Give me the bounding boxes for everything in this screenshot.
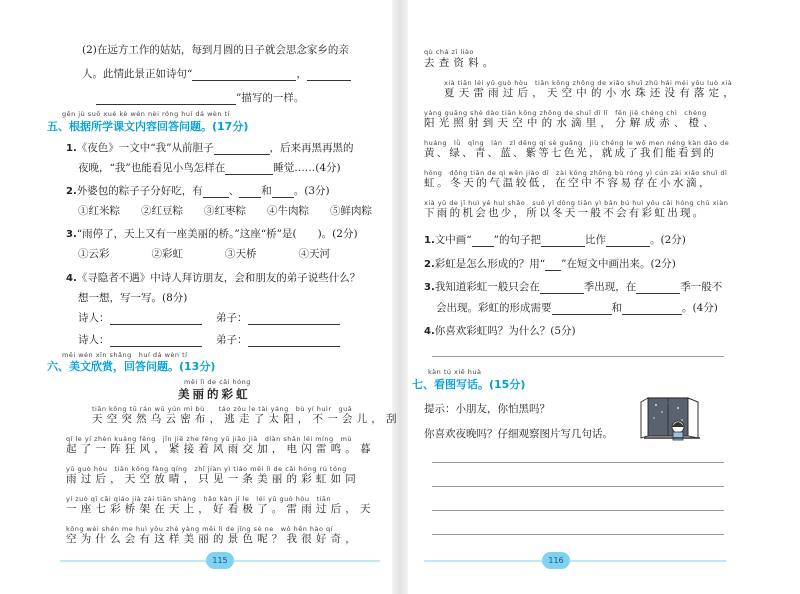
answer-line[interactable]	[432, 356, 724, 357]
q2-line3	[96, 92, 304, 105]
answer-blank[interactable]	[96, 93, 236, 105]
question-number: 4.	[424, 326, 435, 337]
sec5-q2-line	[66, 185, 330, 198]
page-number-right: 116	[542, 552, 570, 569]
sec6-pinyin: měi wén xīn shǎng huí dá wèn tí	[62, 351, 188, 359]
sec5-q2-options: ①红米粽 ②红豆粽 ③红枣粽 ④牛肉粽 ⑤鲜肉粽	[78, 205, 372, 217]
disciple-label: 弟子：	[216, 312, 248, 324]
sec7-title: 七、看图写话。(15分)	[412, 378, 526, 391]
page-footer-bar	[234, 560, 380, 562]
sec5-q4-line1	[66, 272, 360, 285]
writing-line-3[interactable]	[432, 510, 724, 511]
sec7-pinyin: kàn tú xiě huà	[428, 368, 482, 376]
q2-line2	[82, 68, 351, 81]
rq3-text: 季出现，在	[583, 281, 637, 293]
answer-blank[interactable]	[636, 282, 680, 294]
sec5-q4-line2: 想一想，写一写。(8分)	[78, 292, 188, 304]
page-footer-bar	[424, 560, 542, 562]
top-text: 去查资料。	[424, 57, 498, 69]
answer-blank[interactable]	[192, 69, 296, 81]
rq3-text: 季一般不	[680, 281, 723, 293]
child-at-night-window-illustration	[640, 396, 704, 442]
writing-line-2[interactable]	[432, 486, 724, 487]
answer-blank[interactable]	[307, 69, 351, 81]
q1-text: 夜晚，“我”也能看见小鸟怎样在	[78, 162, 226, 174]
answer-blank[interactable]	[203, 186, 229, 198]
question-number: 3.	[66, 229, 77, 240]
rq3-text: 会出现。彩虹的形成需要	[436, 302, 552, 314]
question-number: 2.	[66, 186, 77, 197]
passage-line-4: 一座七彩桥架在天上，好看极了。雷雨过后，天	[66, 503, 375, 515]
answer-blank[interactable]	[248, 335, 340, 347]
poet-label: 诗人：	[78, 312, 110, 324]
right-pinyin-1: xià tiān léi yǔ guò hòu tiān kōng zhōng de xiǎo shuǐ zhū hái méi yǒu luò xià	[444, 79, 733, 87]
question-number: 2.	[424, 259, 435, 270]
answer-blank[interactable]	[272, 186, 294, 198]
right-pinyin-5: xià yǔ de jī huì yě huì shǎo suǒ yǐ dōng tiān yì bān bú huì yǒu cǎi hóng chū xiàn	[424, 199, 729, 207]
sec5-q1-line2	[78, 162, 341, 175]
poet-row-1	[78, 312, 202, 325]
disciple-row-1	[216, 312, 340, 325]
rq3-text: 我知道彩虹一般只会在	[434, 281, 540, 293]
rq1-text: ”的句子把	[493, 234, 542, 246]
right-q2	[424, 258, 676, 271]
question-number: 1.	[66, 143, 77, 154]
sec5-q3-line	[66, 228, 358, 241]
q3-text: “雨停了，天上又有一座美丽的桥。”这座“桥”是( )。(2分)	[76, 228, 358, 240]
passage-pinyin-1: tiān kōng tū rán wū yún mì bù táo zǒu le tài yáng bù yí huìr guā	[92, 405, 353, 413]
answer-blank[interactable]	[540, 282, 584, 294]
q2-text: 和	[261, 185, 272, 197]
answer-blank[interactable]	[225, 163, 273, 175]
right-q1	[424, 234, 686, 247]
right-line-2: 阳光照射到天空中的水滴里，分解成赤、橙、	[424, 117, 718, 129]
rq2-text: ”在短文中画出来。(2分)	[561, 258, 676, 270]
question-number: 4.	[66, 273, 77, 284]
sec5-q3-options: ①云彩 ②彩虹 ③天桥 ④天河	[78, 248, 330, 260]
answer-blank[interactable]	[606, 235, 650, 247]
q2-line1: (2)在远方工作的姑姑，每到月圆的日子就会思念家乡的亲	[82, 44, 349, 56]
q2-text: 。(3分)	[293, 185, 330, 197]
disciple-label: 弟子：	[216, 334, 248, 346]
q1-text: ，后来再黑再黑的	[269, 142, 354, 154]
answer-blank[interactable]	[110, 313, 202, 325]
passage-title: 美丽的彩虹	[178, 387, 251, 401]
q4-text: 《寻隐者不遇》中诗人拜访朋友，会和朋友的弟子说些什么？	[76, 272, 361, 284]
right-pinyin-2: yáng guāng shè dào tiān kōng zhōng de shuǐ dī lǐ fēn jiě chéng chì chéng	[424, 109, 707, 117]
answer-blank[interactable]	[239, 186, 261, 198]
sec5-q1-line1	[66, 142, 354, 155]
passage-line-5: 空为什么会有这样美丽的景色呢？我很好奇，	[66, 533, 360, 545]
book-gutter	[392, 0, 408, 594]
sec5-pinyin: gēn jù suǒ xué kè wén nèi róng huí dá wèn tí	[62, 110, 230, 118]
passage-line-3: 雨过后，天空放晴，只见一条美丽的彩虹如同	[66, 473, 360, 485]
top-pinyin: qù chá zī liào	[424, 48, 474, 56]
passage-pinyin-2: qǐ le yí zhèn kuáng fēng jǐn jiē zhe fēng yǔ jiāo jiā diàn shǎn léi míng mù	[66, 435, 353, 443]
sec7-prompt: 你喜欢夜晚吗？仔细观察图片写几句话。	[424, 428, 613, 440]
right-line-4: 虹。冬天的气温较低，在空中不容易存在小水滴，	[424, 177, 713, 189]
q2-text-c: ”描写的一样。	[236, 92, 305, 104]
question-number: 1.	[424, 235, 435, 246]
answer-blank[interactable]	[541, 235, 585, 247]
sec5-title: 五、根据所学课文内容回答问题。(17分)	[47, 120, 249, 133]
rq1-text: 比作	[585, 234, 607, 246]
sec7-hint: 提示：小朋友，你怕黑吗？	[424, 403, 550, 415]
right-pinyin-4: hóng dōng tiān de qì wēn jiào dī zài kōng zhōng bù róng yì cún zài xiǎo shuǐ dī	[424, 169, 728, 177]
answer-blank[interactable]	[110, 335, 202, 347]
right-line-3: 黄、绿、青、蓝、紫等七色光，就成了我们能看到的	[424, 147, 717, 159]
passage-line-2: 起了一阵狂风，紧接着风雨交加，电闪雷鸣。暮	[66, 443, 375, 455]
disciple-row-2	[216, 334, 340, 347]
q1-text: 睡觉……(4分)	[273, 162, 341, 174]
question-number: 3.	[424, 282, 435, 293]
q1-text: 《夜色》一文中“我”从前胆子	[76, 142, 214, 154]
passage-pinyin-4: yí zuò qī cǎi qiáo jià zài tiān shàng hǎo kàn jí le léi yǔ guò hòu tiān	[66, 495, 331, 503]
answer-blank[interactable]	[622, 303, 682, 315]
poet-label: 诗人：	[78, 334, 110, 346]
poet-row-2	[78, 334, 202, 347]
q2-text: 外婆包的粽子子分好吃，有	[76, 185, 203, 197]
right-q3-line1	[424, 281, 722, 294]
right-q3-line2	[436, 302, 718, 315]
q2-text-b: ，	[296, 68, 307, 80]
answer-blank[interactable]	[214, 143, 270, 155]
writing-line-4[interactable]	[432, 534, 724, 535]
passage-line-1: 天空突然乌云密布，逃走了太阳，不一会儿，刮	[92, 413, 401, 425]
passage-pinyin-3: yǔ guò hòu tiān kōng fàng qíng zhǐ jiàn yì tiáo měi lì de cǎi hóng rú tóng	[66, 465, 347, 473]
rq3-text: 。(4分)	[682, 302, 718, 314]
answer-blank[interactable]	[472, 235, 494, 247]
writing-line-1[interactable]	[432, 462, 724, 463]
page-footer-bar	[60, 560, 206, 562]
right-line-1: 夏天雷雨过后，天空中的小水珠还没有落定，	[444, 87, 738, 99]
passage-pinyin-5: kōng wèi shén me huì yǒu zhè yàng měi lì de jǐng sè ne wǒ hěn hào qí	[66, 525, 333, 533]
rq4-text: 你喜欢彩虹吗？为什么？(5分)	[434, 325, 576, 337]
rq1-text: 。(2分)	[650, 234, 686, 246]
page-footer-bar	[570, 560, 726, 562]
rq1-text: 文中画“	[434, 234, 472, 246]
passage-title-pinyin: měi lì de cǎi hóng	[184, 378, 251, 386]
answer-blank[interactable]	[545, 259, 561, 271]
right-pinyin-3: huáng lǜ qīng lán zǐ děng qī sè guāng jiù chéng le wǒ men néng kàn dào de	[424, 139, 730, 147]
answer-blank[interactable]	[248, 313, 340, 325]
right-q4	[424, 325, 576, 338]
sec6-title: 六、美文欣赏，回答问题。(13分)	[47, 360, 216, 373]
rq3-text: 和	[611, 302, 622, 314]
q2-text-a: 人。此情此景正如诗句“	[82, 68, 193, 80]
rq2-text: 彩虹是怎么形成的？用“	[434, 258, 546, 270]
answer-blank[interactable]	[552, 303, 612, 315]
page-number-left: 115	[206, 552, 234, 569]
right-line-5: 下雨的机会也少，所以冬天一般不会有彩虹出现。	[424, 207, 706, 219]
q2-text: 、	[228, 185, 240, 197]
